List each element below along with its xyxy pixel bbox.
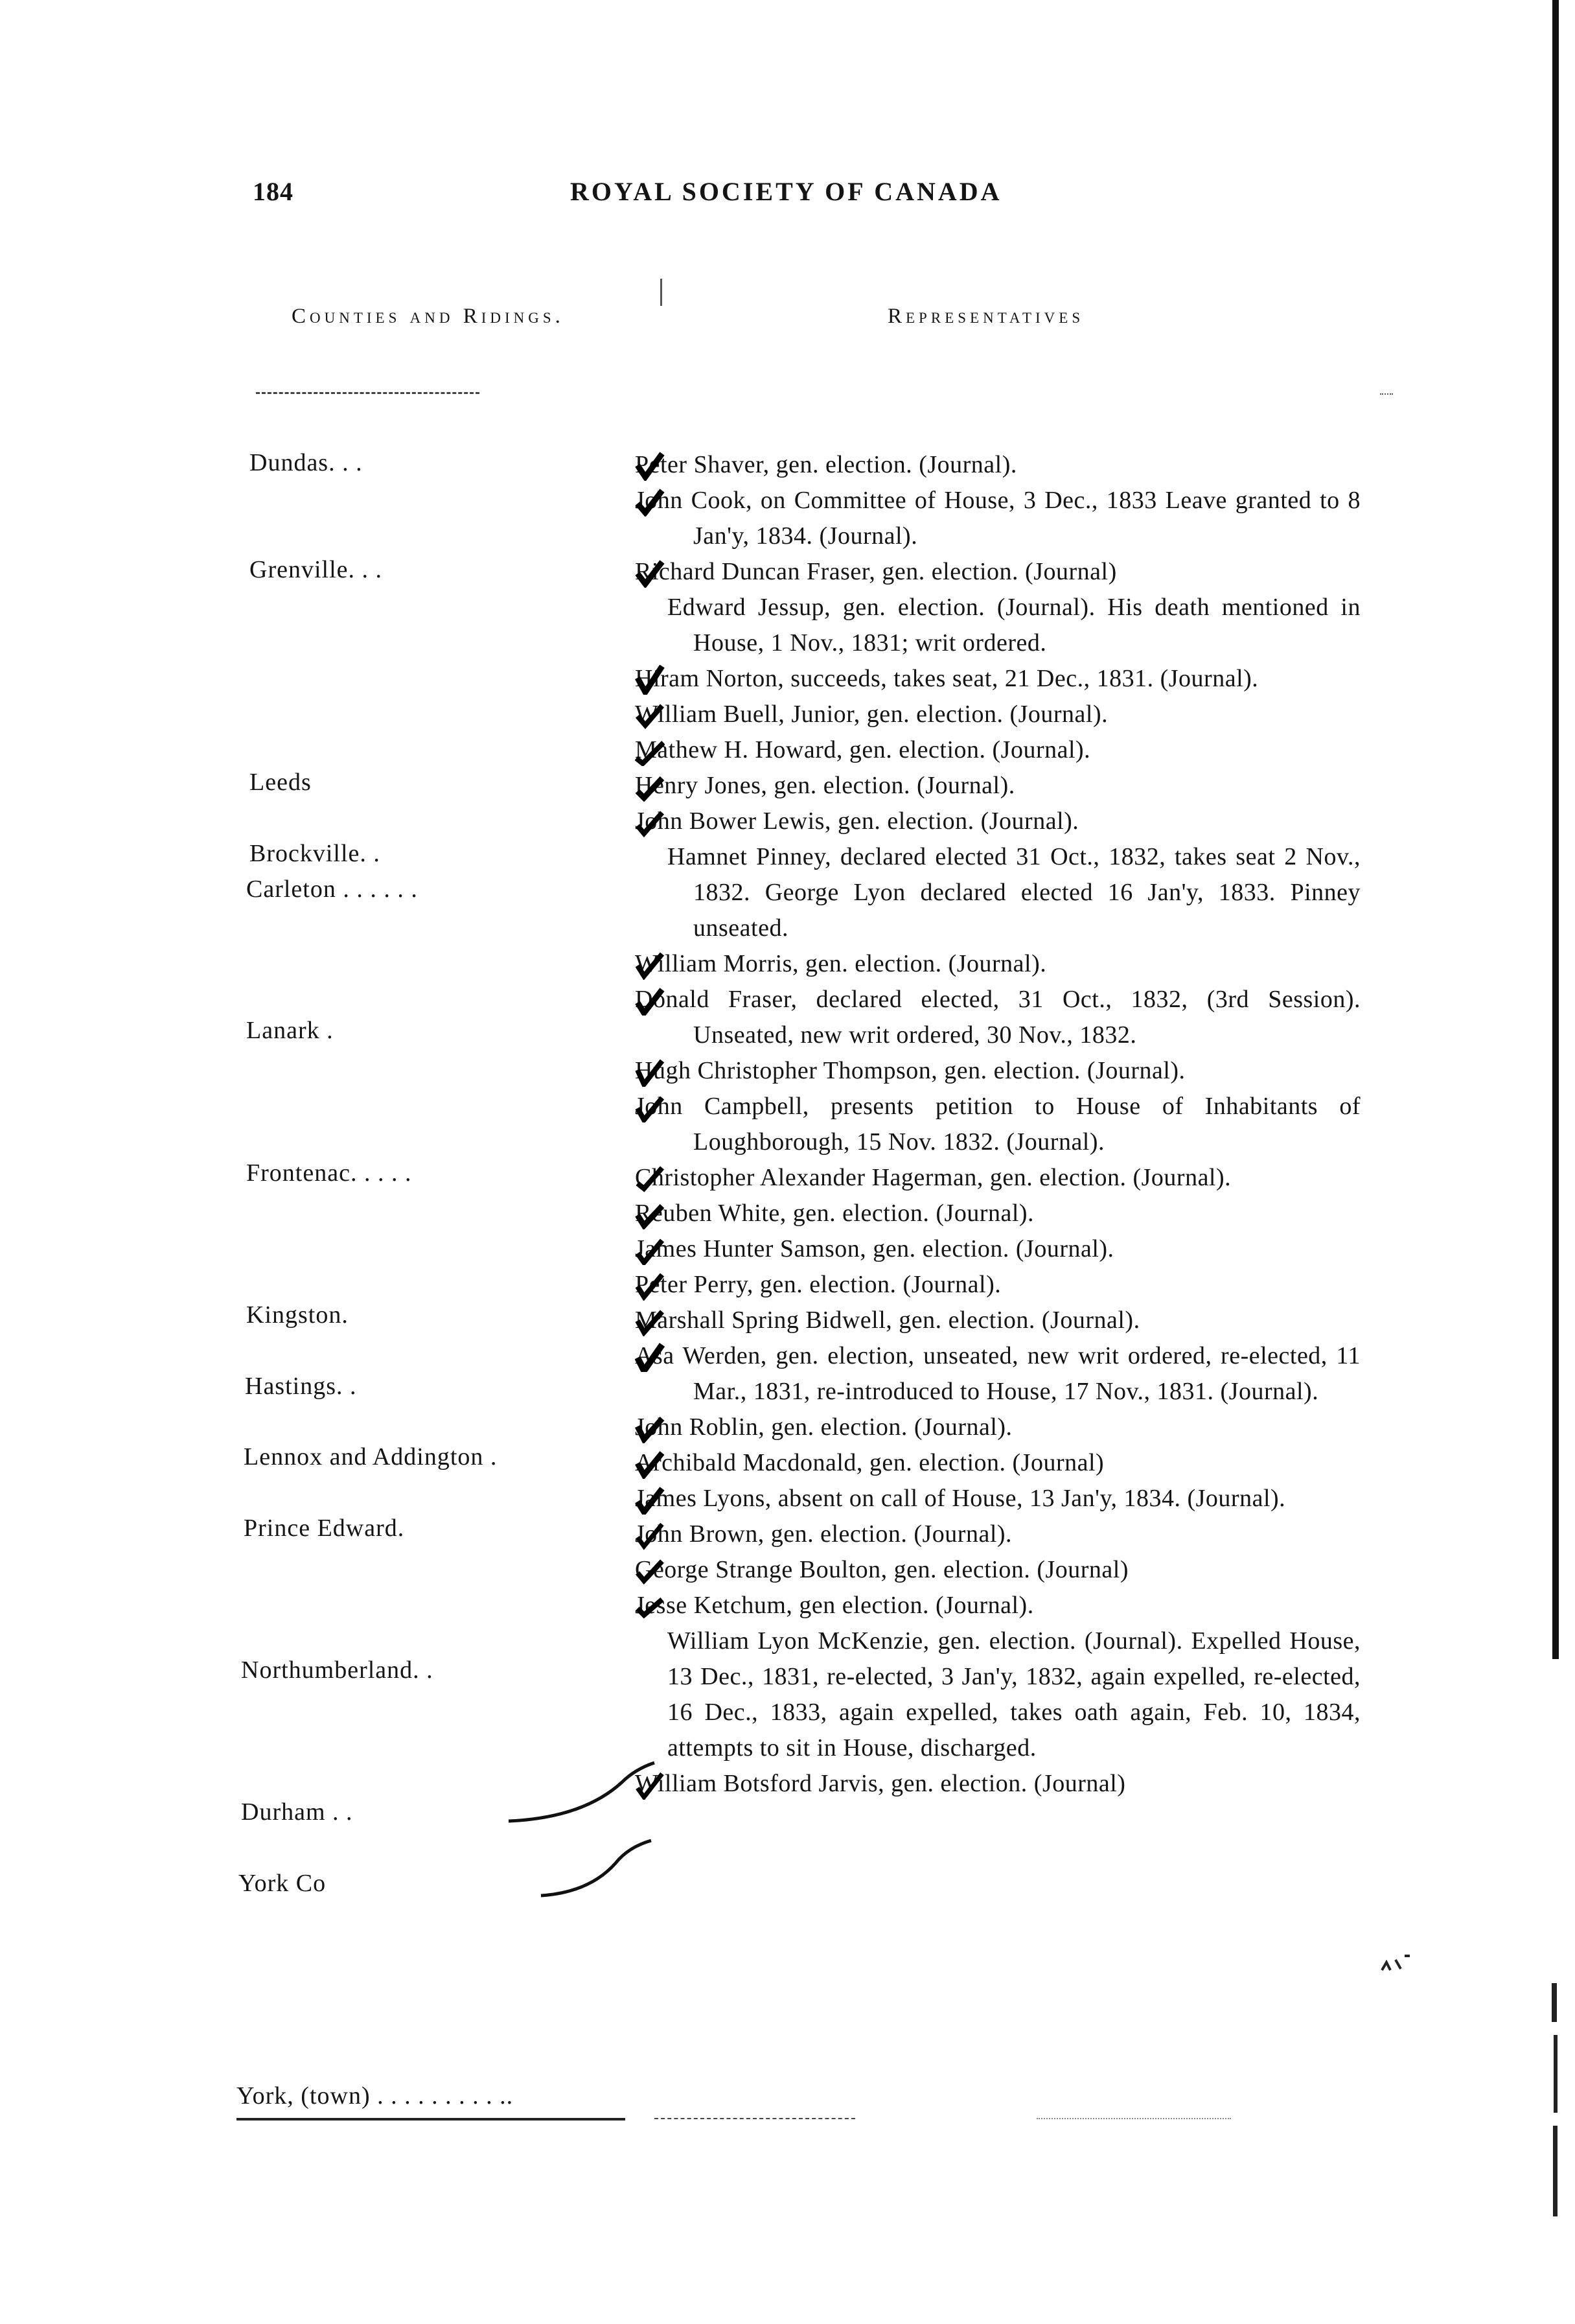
entry-hiram-norton: Hiram Norton, succeeds, takes seat, 21 Dec., 1831. (Journal). [635, 661, 1361, 697]
checkmark-icon [635, 986, 665, 1016]
entry-john-cook: John Cook, on Committee of House, 3 Dec., 1833 Leave granted to 8 Jan'y, 1834. (Journal). [635, 487, 1361, 550]
checkmark-icon [635, 1770, 665, 1800]
checkmark-icon [635, 736, 665, 766]
county-leeds: Leeds [249, 769, 312, 796]
representatives-list [635, 447, 1361, 1802]
entry-john-roblin: John Roblin, gen. election. (Journal). [635, 1410, 1361, 1445]
checkmark-icon [635, 1592, 665, 1621]
running-header [0, 175, 1575, 220]
checkmark-icon [635, 701, 665, 730]
county-prince-edward: Prince Edward. [244, 1515, 405, 1542]
county-lanark: Lanark . [246, 1017, 334, 1044]
running-title: ROYAL SOCIETY OF CANADA [570, 177, 1002, 206]
checkmark-icon [635, 1342, 665, 1372]
entry-archibald-macdonald: Archibald Macdonald, gen. election. (Journal) [635, 1445, 1361, 1481]
entry-christopher-hagerman: Christopher Alexander Hagerman, gen. election. (Journal). [635, 1160, 1361, 1196]
checkmark-icon [635, 950, 665, 980]
county-lennox-and-addington: Lennox and Addington . [244, 1443, 498, 1470]
entry-george-strange-boulton: George Strange Boulton, gen. election. (Journal) [635, 1552, 1361, 1588]
county-kingston: Kingston. [246, 1301, 349, 1329]
column-headings [0, 305, 1575, 343]
checkmark-icon [635, 1485, 665, 1515]
county-grenville: Grenville. . . [249, 556, 383, 583]
page-binding-edge [1552, 0, 1559, 1659]
column-heading-representatives: Representatives [888, 305, 1085, 328]
county-northumberland: Northumberland. . [241, 1656, 433, 1684]
footer-rule [654, 2118, 855, 2121]
entry-hugh-christopher-thompson: Hugh Christopher Thompson, gen. election. (Journal). [635, 1053, 1361, 1089]
entry-william-botsford-jarvis: William Botsford Jarvis, gen. election. (Journal) [635, 1766, 1361, 1802]
checkmark-icon [635, 1200, 665, 1229]
checkmark-icon [635, 772, 665, 802]
entry-hamnet-pinney: Hamnet Pinney, declared elected 31 Oct., 1832, takes seat 2 Nov., 1832. George Lyon declared elected 16 Jan'y, 1833. Pinney unseated. [667, 843, 1361, 942]
county-dundas: Dundas. . . [249, 449, 363, 476]
scan-edge-noise [1554, 2035, 1558, 2113]
entry-asa-werden: Asa Werden, gen. election, unseated, new writ ordered, re-elected, 11 Mar., 1831, re-introduced to House, 17 Nov., 1831. (Journal). [635, 1342, 1361, 1405]
entry-james-lyons: James Lyons, absent on call of House, 13 Jan'y, 1834. (Journal). [635, 1481, 1361, 1516]
entry-jesse-ketchum: Jesse Ketchum, gen election. (Journal). [635, 1588, 1361, 1623]
entry-peter-perry: Peter Perry, gen. election. (Journal). [635, 1267, 1361, 1303]
checkmark-icon [635, 1556, 665, 1586]
heading-rule [1380, 393, 1393, 396]
entry-henry-jones: Henry Jones, gen. election. (Journal). [635, 768, 1361, 804]
entry-richard-duncan-fraser: Richard Duncan Fraser, gen. election. (Journal) [635, 554, 1361, 590]
entry-william-morris: William Morris, gen. election. (Journal). [635, 946, 1361, 982]
checkmark-icon [635, 1057, 665, 1087]
entry-william-buell: William Buell, Junior, gen. election. (Journal). [635, 697, 1361, 732]
county-york-town: York, (town) . . . . . . . . . .. [236, 2082, 514, 2109]
heading-rule [256, 392, 479, 396]
entry-reuben-white: Reuben White, gen. election. (Journal). [635, 1196, 1361, 1231]
county-carleton: Carleton . . . . . . [246, 876, 418, 903]
scan-edge-noise [1552, 1983, 1557, 2022]
entry-peter-shaver: Peter Shaver, gen. election. (Journal). [635, 447, 1361, 483]
column-heading-counties: Counties and Ridings. [292, 305, 564, 328]
checkmark-icon [635, 558, 665, 588]
page-number: 184 [253, 177, 293, 206]
checkmark-icon [635, 1307, 665, 1336]
entry-marshall-spring-bidwell: Marshall Spring Bidwell, gen. election. (Journal). [635, 1303, 1361, 1338]
pen-stroke [538, 1837, 654, 1902]
checkmark-icon [635, 487, 665, 517]
entry-john-campbell: John Campbell, presents petition to House of Inhabitants of Loughborough, 15 Nov. 1832. (Journal). [635, 1093, 1361, 1156]
entry-mathew-howard: Mathew H. Howard, gen. election. (Journal). [635, 732, 1361, 768]
checkmark-icon [635, 1093, 665, 1122]
entry-john-brown: John Brown, gen. election. (Journal). [635, 1516, 1361, 1552]
stray-mark [660, 279, 662, 306]
margin-pen-mark [1379, 1951, 1418, 1977]
checkmark-icon [635, 1164, 665, 1194]
footer-rule [236, 2118, 625, 2121]
checkmark-icon [635, 1413, 665, 1443]
checkmark-icon [635, 665, 665, 695]
county-hastings: Hastings. . [245, 1373, 357, 1400]
checkmark-icon [635, 808, 665, 837]
checkmark-icon [635, 1449, 665, 1479]
checkmark-icon [635, 1235, 665, 1265]
county-durham: Durham . . [241, 1798, 353, 1826]
entry-john-bower-lewis: John Bower Lewis, gen. election. (Journal). [635, 804, 1361, 839]
entry-james-hunter-samson: James Hunter Samson, gen. election. (Journal). [635, 1231, 1361, 1267]
county-brockville: Brockville. . [249, 840, 380, 867]
county-york-co: York Co [238, 1870, 327, 1897]
entry-william-lyon-mckenzie: William Lyon McKenzie, gen. election. (Journal). Expelled House, 13 Dec., 1831, re-elected, 3 Jan'y, 1832, again expelled, re-elected, 16 Dec., 1833, again expelled, takes oath again, Feb. 10, 1834, attempts to sit in House, discharged. [667, 1627, 1361, 1761]
checkmark-icon [635, 451, 665, 481]
checkmark-icon [635, 1520, 665, 1550]
county-frontenac: Frontenac. . . . . [246, 1159, 412, 1187]
entry-edward-jessup: Edward Jessup, gen. election. (Journal). His death mentioned in House, 1 Nov., 1831; writ ordered. [667, 594, 1361, 657]
footer-rule [1037, 2118, 1231, 2121]
scan-edge-noise [1553, 2126, 1558, 2216]
entry-donald-fraser: Donald Fraser, declared elected, 31 Oct., 1832, (3rd Session). Unseated, new writ ordered, 30 Nov., 1832. [635, 986, 1361, 1049]
checkmark-icon [635, 1271, 665, 1301]
